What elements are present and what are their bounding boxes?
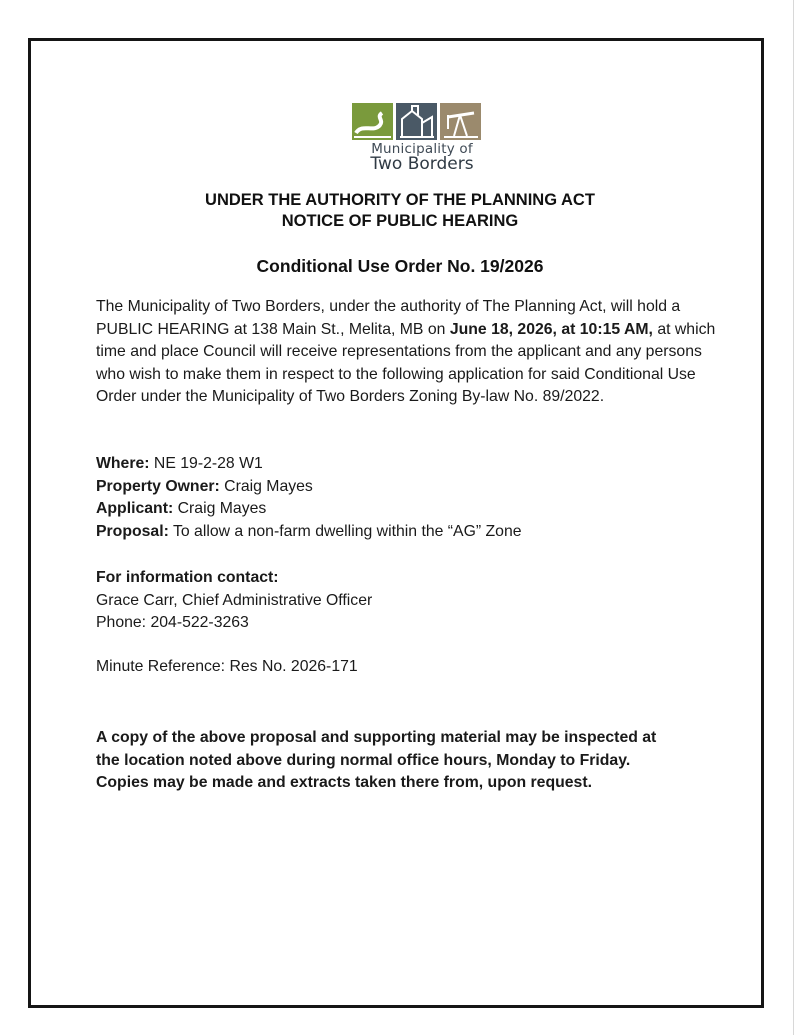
detail-owner [96,476,522,499]
notice-heading-hearing: NOTICE OF PUBLIC HEARING [281,212,519,230]
grain-elevator-icon [396,103,437,140]
applicant-label: Applicant: [96,500,174,517]
where-label: Where: [96,455,150,472]
detail-where [96,453,522,476]
order-title: Conditional Use Order No. 19/2026 [256,256,544,276]
closing-line2: the location noted above during normal office hours, Monday to Friday. [96,751,631,769]
owner-value: Craig Mayes [219,477,313,495]
river-icon [352,103,393,140]
contact-phone: Phone: 204-522-3263 [96,614,249,631]
closing-statement [96,727,736,795]
minute-reference: Minute Reference: Res No. 2026-171 [96,658,358,675]
logo-text-line1: Municipality of [371,141,473,157]
proposal-value: To allow a non-farm dwelling within the “AG” Zone [168,522,522,540]
oil-pumpjack-icon [440,103,481,140]
notice-heading-authority: UNDER THE AUTHORITY OF THE PLANNING ACT [205,191,595,209]
detail-applicant [96,498,522,521]
municipality-logo [352,103,492,174]
where-value: NE 19-2-28 W1 [149,455,263,472]
body-part2: at which time and place Council will receive representations from the applicant and any persons who wish to make them in respect to the following application for said Conditional Use Order under the Municipality of Two Borders Zoning By-law No. 89/2022. [96,320,716,405]
contact-label: For information contact: [96,569,279,586]
logo-tiles [352,103,492,140]
closing-line1: A copy of the above proposal and supporting material may be inspected at [96,729,657,746]
proposal-label: Proposal: [96,522,169,540]
logo-text-line2: Two Borders [370,154,474,174]
detail-proposal [96,521,522,544]
owner-label: Property Owner: [96,477,220,495]
contact-name: Grace Carr, Chief Administrative Officer [96,591,373,609]
hearing-date-time: June 18, 2026, at 10:15 AM, [449,320,653,338]
closing-line3: Copies may be made and extracts taken there from, upon request. [96,774,592,791]
contact-info [96,567,372,635]
body-part1: The Municipality of Two Borders, under the authority of The Planning Act, will hold a PUBLIC HEARING at 138 Main St., Melita, MB on [96,298,681,338]
scan-edge [793,0,794,1035]
applicant-value: Craig Mayes [173,500,267,517]
notice-body [96,296,722,409]
application-details [96,453,522,543]
